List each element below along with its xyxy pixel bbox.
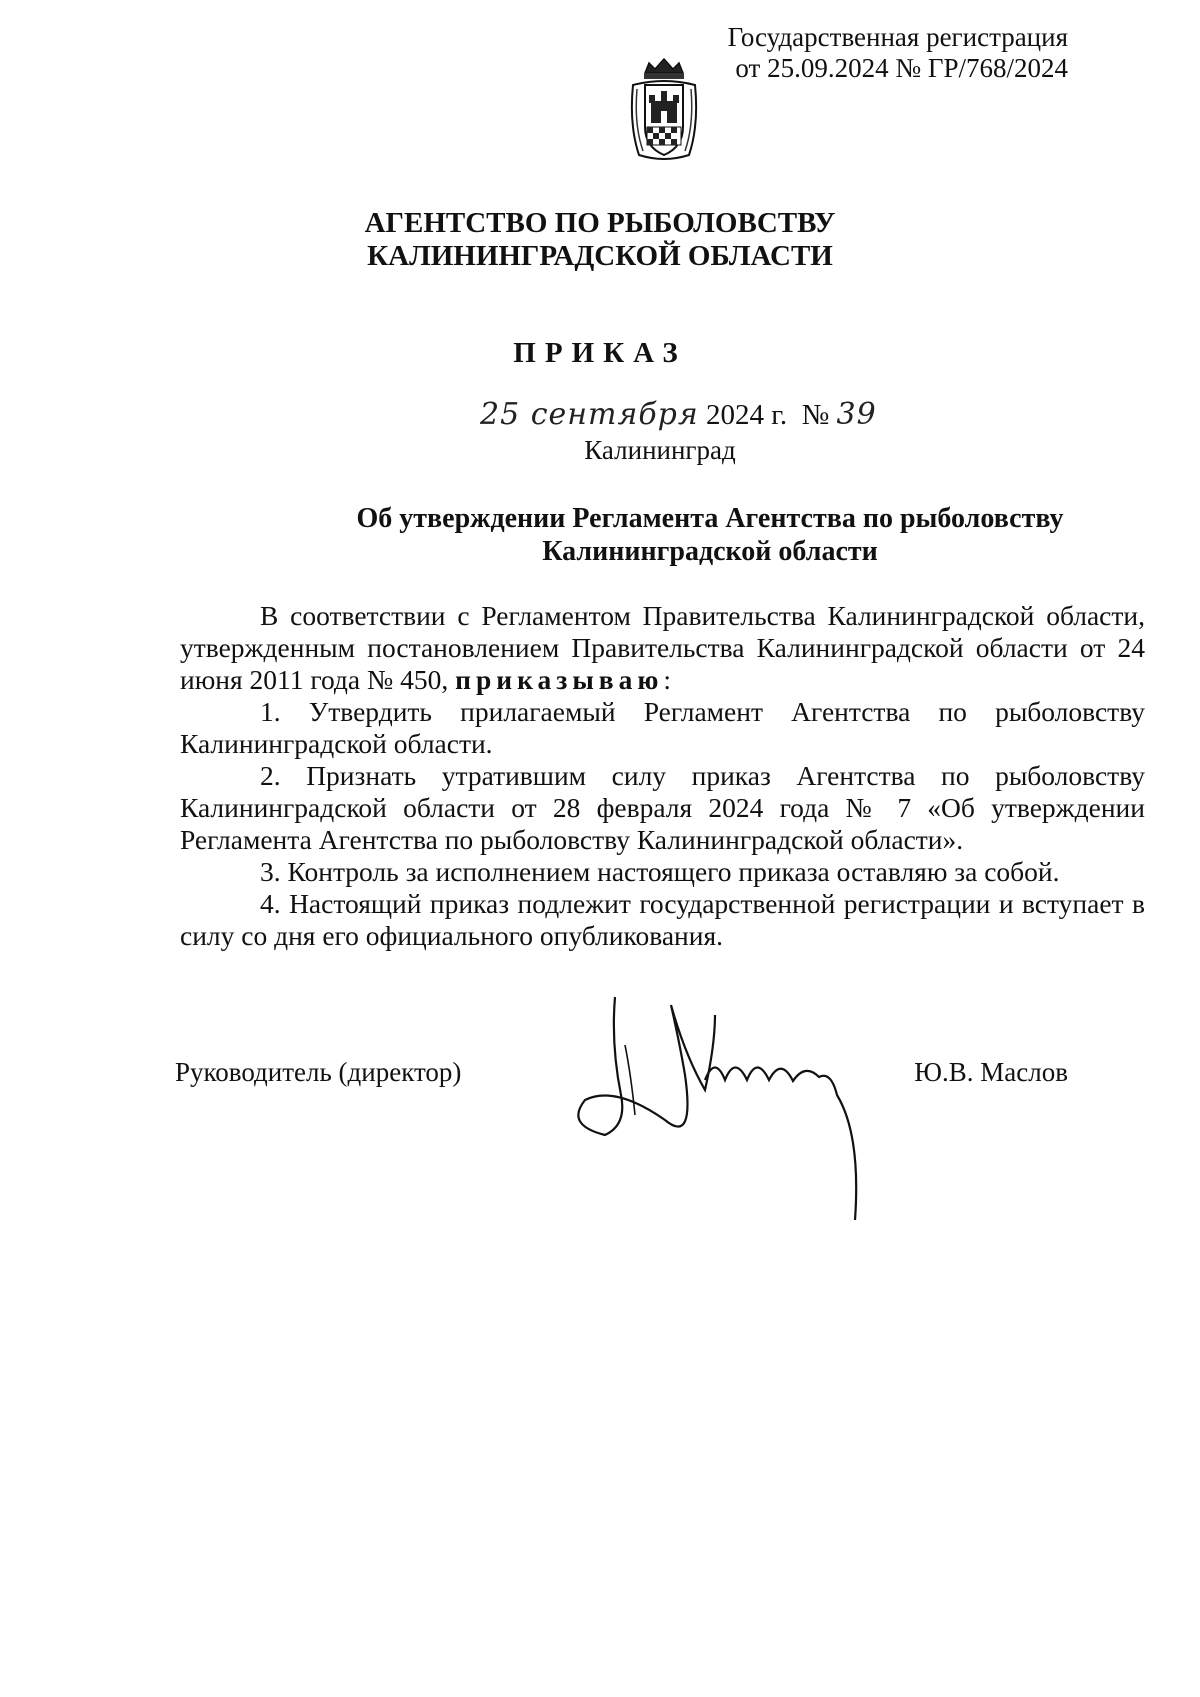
- signer-name: Ю.В. Маслов: [914, 1057, 1068, 1087]
- order-item-4: 4. Настоящий приказ подлежит государственной регистрации и вступает в силу со дня его официального опубликования.: [180, 888, 1145, 951]
- order-date-handwritten: 25 сентября: [480, 397, 699, 432]
- order-subject: [290, 502, 1130, 568]
- order-number-handwritten: 39: [836, 397, 877, 432]
- order-item-1: 1. Утвердить прилагаемый Регламент Агентства по рыболовству Калининградской области.: [180, 696, 1145, 759]
- document-type: ПРИКАЗ: [513, 337, 687, 369]
- signer-position: Руководитель (директор): [175, 1057, 462, 1087]
- order-item-2: 2. Признать утратившим силу приказ Агентства по рыболовству Калининградской области от 28 февраля 2024 года № 7 «Об утверждении Регламента Агентства по рыболовству Калининградской области».: [180, 760, 1145, 855]
- order-subject-line-2: Калининградской области: [542, 536, 878, 567]
- preamble-text: В соответствии с Регламентом Правительства Калининградской области, утвержденным постановлением Правительства Калининградской области от 24 июня 2011 года № 450,: [180, 600, 1145, 695]
- order-year: 2024 г.: [705, 399, 788, 431]
- registration-line-2: от 25.09.2024 № ГР/768/2024: [735, 53, 1068, 83]
- coat-of-arms-emblem: [625, 55, 703, 165]
- registration-stamp: [728, 22, 1068, 84]
- order-body: [180, 600, 1145, 952]
- city: Калининград: [584, 435, 736, 465]
- order-number-label: №: [801, 399, 830, 431]
- order-subject-line-1: Об утверждении Регламента Агентства по рыболовству: [356, 503, 1064, 534]
- handwritten-signature: [575, 985, 935, 1225]
- agency-name-line-1: АГЕНТСТВО ПО РЫБОЛОВСТВУ: [364, 207, 836, 239]
- order-item-3: 3. Контроль за исполнением настоящего приказа оставляю за собой.: [260, 856, 1060, 887]
- order-colon: :: [663, 664, 672, 695]
- agency-name-line-2: КАЛИНИНГРАДСКОЙ ОБЛАСТИ: [367, 240, 833, 272]
- order-preamble: [180, 600, 1145, 696]
- agency-name: [0, 207, 1200, 273]
- order-keyword: приказываю: [455, 664, 664, 695]
- order-dateline: [480, 397, 877, 432]
- registration-line-1: Государственная регистрация: [727, 22, 1068, 52]
